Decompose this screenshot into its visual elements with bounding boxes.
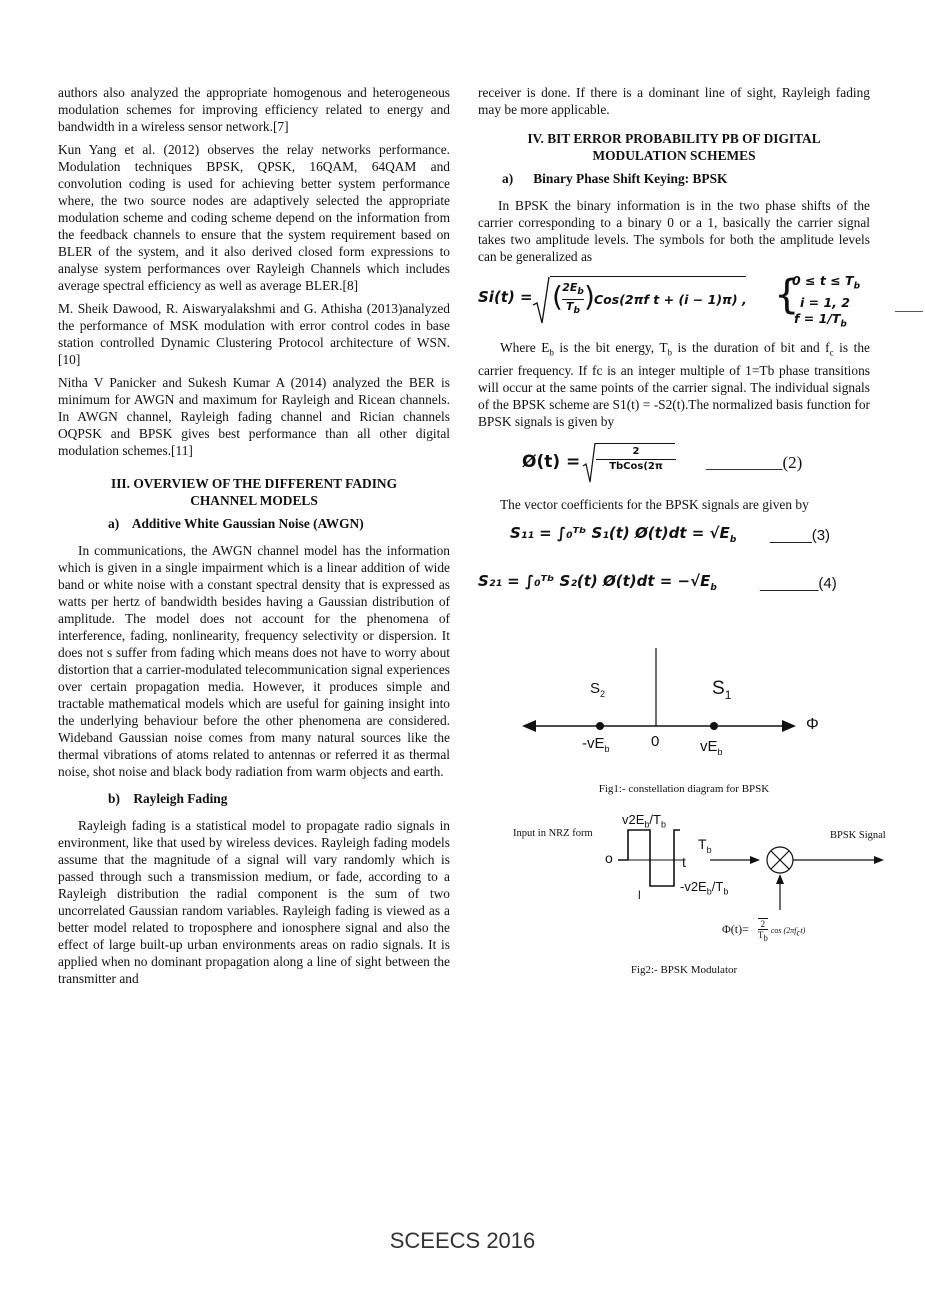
label-neg-sqrt-eb: $-vE_b$ bbox=[582, 735, 610, 754]
sqrt-symbol-icon bbox=[532, 275, 550, 327]
nrz-waveform bbox=[618, 830, 680, 886]
sqrt-symbol-icon bbox=[582, 442, 596, 484]
label-tb: $T_b$ bbox=[698, 836, 712, 855]
label-neg-amplitude: $-v2E_b/T_b$ bbox=[680, 879, 729, 897]
arrow-right-icon bbox=[750, 856, 760, 864]
constellation-point-s1 bbox=[710, 722, 718, 730]
label-pos-sqrt-eb: $vE_b$ bbox=[700, 738, 723, 757]
figure-1-caption: Fig1:- constellation diagram for BPSK bbox=[598, 783, 770, 795]
label-pos-amplitude: $v2E_b/T_b$ bbox=[622, 812, 666, 830]
paragraph-nitha: Nitha V Panicker and Sukesh Kumar A (2014) analyzed the BER is minimum for AWGN and maximum for Rayleigh and Ricean channels. In AWGN channel, Rayleigh fading channel and Rician channels OQPSK and BPSK gives best performance than all other digital modulation schemes.[11] bbox=[58, 375, 450, 458]
arrow-left-icon bbox=[522, 720, 536, 732]
figure-2-caption: Fig2:- BPSK Modulator bbox=[630, 964, 738, 976]
arrow-right-icon bbox=[874, 856, 884, 864]
paragraph-dawood: M. Sheik Dawood, R. Aiswaryalakshmi and G. Athisha (2013)analyzed the performance of MSK modulation with error control codes in base station controlled Dynamic Clustering Protocol architecture of WSN.[10] bbox=[58, 301, 450, 367]
paragraph-yang: Kun Yang et al. (2012) observes the relay networks performance. Modulation techniques BPSK, QPSK, 16QAM, 64QAM and convolution coding is used for achieving better system performance where, the two source nodes are adaptively selected the appropriate modulation scheme and coding scheme depend on the information from the feedback channels to ensure that the system requirement based on BLER of the system, and it also derived closed form expressions to analyse system performances over Rayleigh Channels which includes average spectral efficiency as well as average BLER.[8] bbox=[58, 142, 450, 293]
paragraph-continuation: receiver is done. If there is a dominant line of sight, Rayleigh fading may be more applicable. bbox=[478, 85, 870, 117]
section-4-heading: IV. BIT ERROR PROBABILITY PB OF DIGITAL MODULATION SCHEMES bbox=[527, 131, 821, 163]
equation-2: Ø(t) = 2 TbCos(2π _________(2) bbox=[478, 442, 870, 492]
equation-3-number: _____(3) bbox=[770, 526, 831, 544]
label-one-level: l bbox=[638, 888, 641, 902]
equation-4: S₂₁ = ∫₀ᵀᵇ S₂(t) Ø(t)dt = $-√E_b$ _______(4) bbox=[478, 571, 837, 593]
footer-conference: SCEECS 2016 bbox=[389, 1228, 536, 1253]
label-s2: $S_2$ bbox=[590, 680, 606, 699]
equation-2-number: _________(2) bbox=[706, 452, 803, 472]
equation-1: Si(t) = ( $2E_b$ $T_b$ ) Cos(2πf t + (i − 1)π) , { $0 \le t \le T_b$ i = 1, 2 $f = 1/T_b$ bbox=[478, 272, 861, 329]
constellation-point-s2 bbox=[596, 722, 604, 730]
right-column bbox=[478, 84, 870, 613]
subsection-bpsk-heading: a) Binary Phase Shift Keying: BPSK bbox=[502, 171, 728, 186]
section-3-heading: III. OVERVIEW OF THE DIFFERENT FADING CHANNEL MODELS bbox=[111, 476, 397, 508]
label-zero-level: o bbox=[605, 850, 613, 866]
label-s1: $S_1$ bbox=[712, 678, 732, 702]
equation-3: S₁₁ = ∫₀ᵀᵇ S₁(t) Ø(t)dt = $√E_b$ _____(3) bbox=[510, 523, 831, 545]
paragraph-vector: The vector coefficients for the BPSK signals are given by bbox=[500, 496, 809, 512]
arrow-right-icon bbox=[782, 720, 796, 732]
subsection-rayleigh-heading: b) Rayleigh Fading bbox=[108, 791, 228, 806]
left-column bbox=[58, 84, 450, 993]
margin-rule bbox=[895, 311, 923, 312]
label-phi-axis: Φ bbox=[806, 716, 819, 733]
arrow-up-icon bbox=[776, 874, 784, 884]
paragraph-awgn: In communications, the AWGN channel model has the information which is given in a single impairment which is a linear addition of wide band or white noise with a constant spectral density that is expressed as watts per hertz of bandwidth besides having a Gaussian distribution of amplitude. The model does not account for the phenomena of interference, fading, nonlinearity, frequency selectivity or dispersion. It does not s suffer from fading which means does not have to worry about distortion that a carrier-modulated telecommunication signal experiences over certain propagation media. However, it produces simple and tractable mathematical models which are useful for gaining insight into the underlying behaviour before the other phenomena are considered. Wideband Gaussian noise comes from many natural sources like the thermal vibrations of atoms related to antennas or referred it as thermal noise, shot noise and black body radiation from warm objects and earth. bbox=[58, 543, 450, 779]
label-input-nrz: Input in NRZ form bbox=[513, 828, 593, 839]
equation-4-number: _______(4) bbox=[760, 574, 837, 592]
label-origin: 0 bbox=[651, 733, 660, 750]
paragraph-rayleigh: Rayleigh fading is a statistical model to propagate radio signals in environment, like that used by wireless devices. Rayleigh fading models assume that the magnitude of a signal will vary randomly which is passed through such a transmission medium, or fade, according to a Rayleigh distribution the radial component is the sum of two uncorrelated Gaussian random variables. Rayleigh fading is viewed as a better model related to troposphere and ionosphere signal and also the effect of large built-up urban environments areas on radio signals. It is applied when no dominant propagation along a line of sight between the transmitter and bbox=[58, 818, 450, 986]
paragraph-intro: authors also analyzed the appropriate homogenous and heterogeneous modulation schemes for improving efficiency related to energy and bandwidth in a wireless sensor network.[7] bbox=[58, 85, 450, 134]
subsection-awgn-heading: a) Additive White Gaussian Noise (AWGN) bbox=[108, 516, 364, 531]
label-t: t bbox=[682, 854, 686, 870]
label-basis-function: Φ(t)= $\frac{2}{T_b}$ $\cos (2\pi f_ct)$ bbox=[722, 919, 806, 943]
label-bpsk-signal: BPSK Signal bbox=[830, 830, 886, 841]
paragraph-bpsk: In BPSK the binary information is in the two phase shifts of the carrier corresponding to a binary 0 or a 1, basically the carrier signal takes two amplitude levels. The symbols for both the amplitude levels can be generalized as bbox=[478, 198, 870, 264]
paragraph-where: Where $E_b$ is the bit energy, $T_b$ is the duration of bit and $f_c$ is the carrier frequency. If fc is an integer multiple of 1=Tb phase transitions will occur at the same points of the carrier signal. The individual signals of the BPSK scheme are S1(t) = -S2(t).The normalized basis function for BPSK signals is given by bbox=[478, 340, 870, 429]
